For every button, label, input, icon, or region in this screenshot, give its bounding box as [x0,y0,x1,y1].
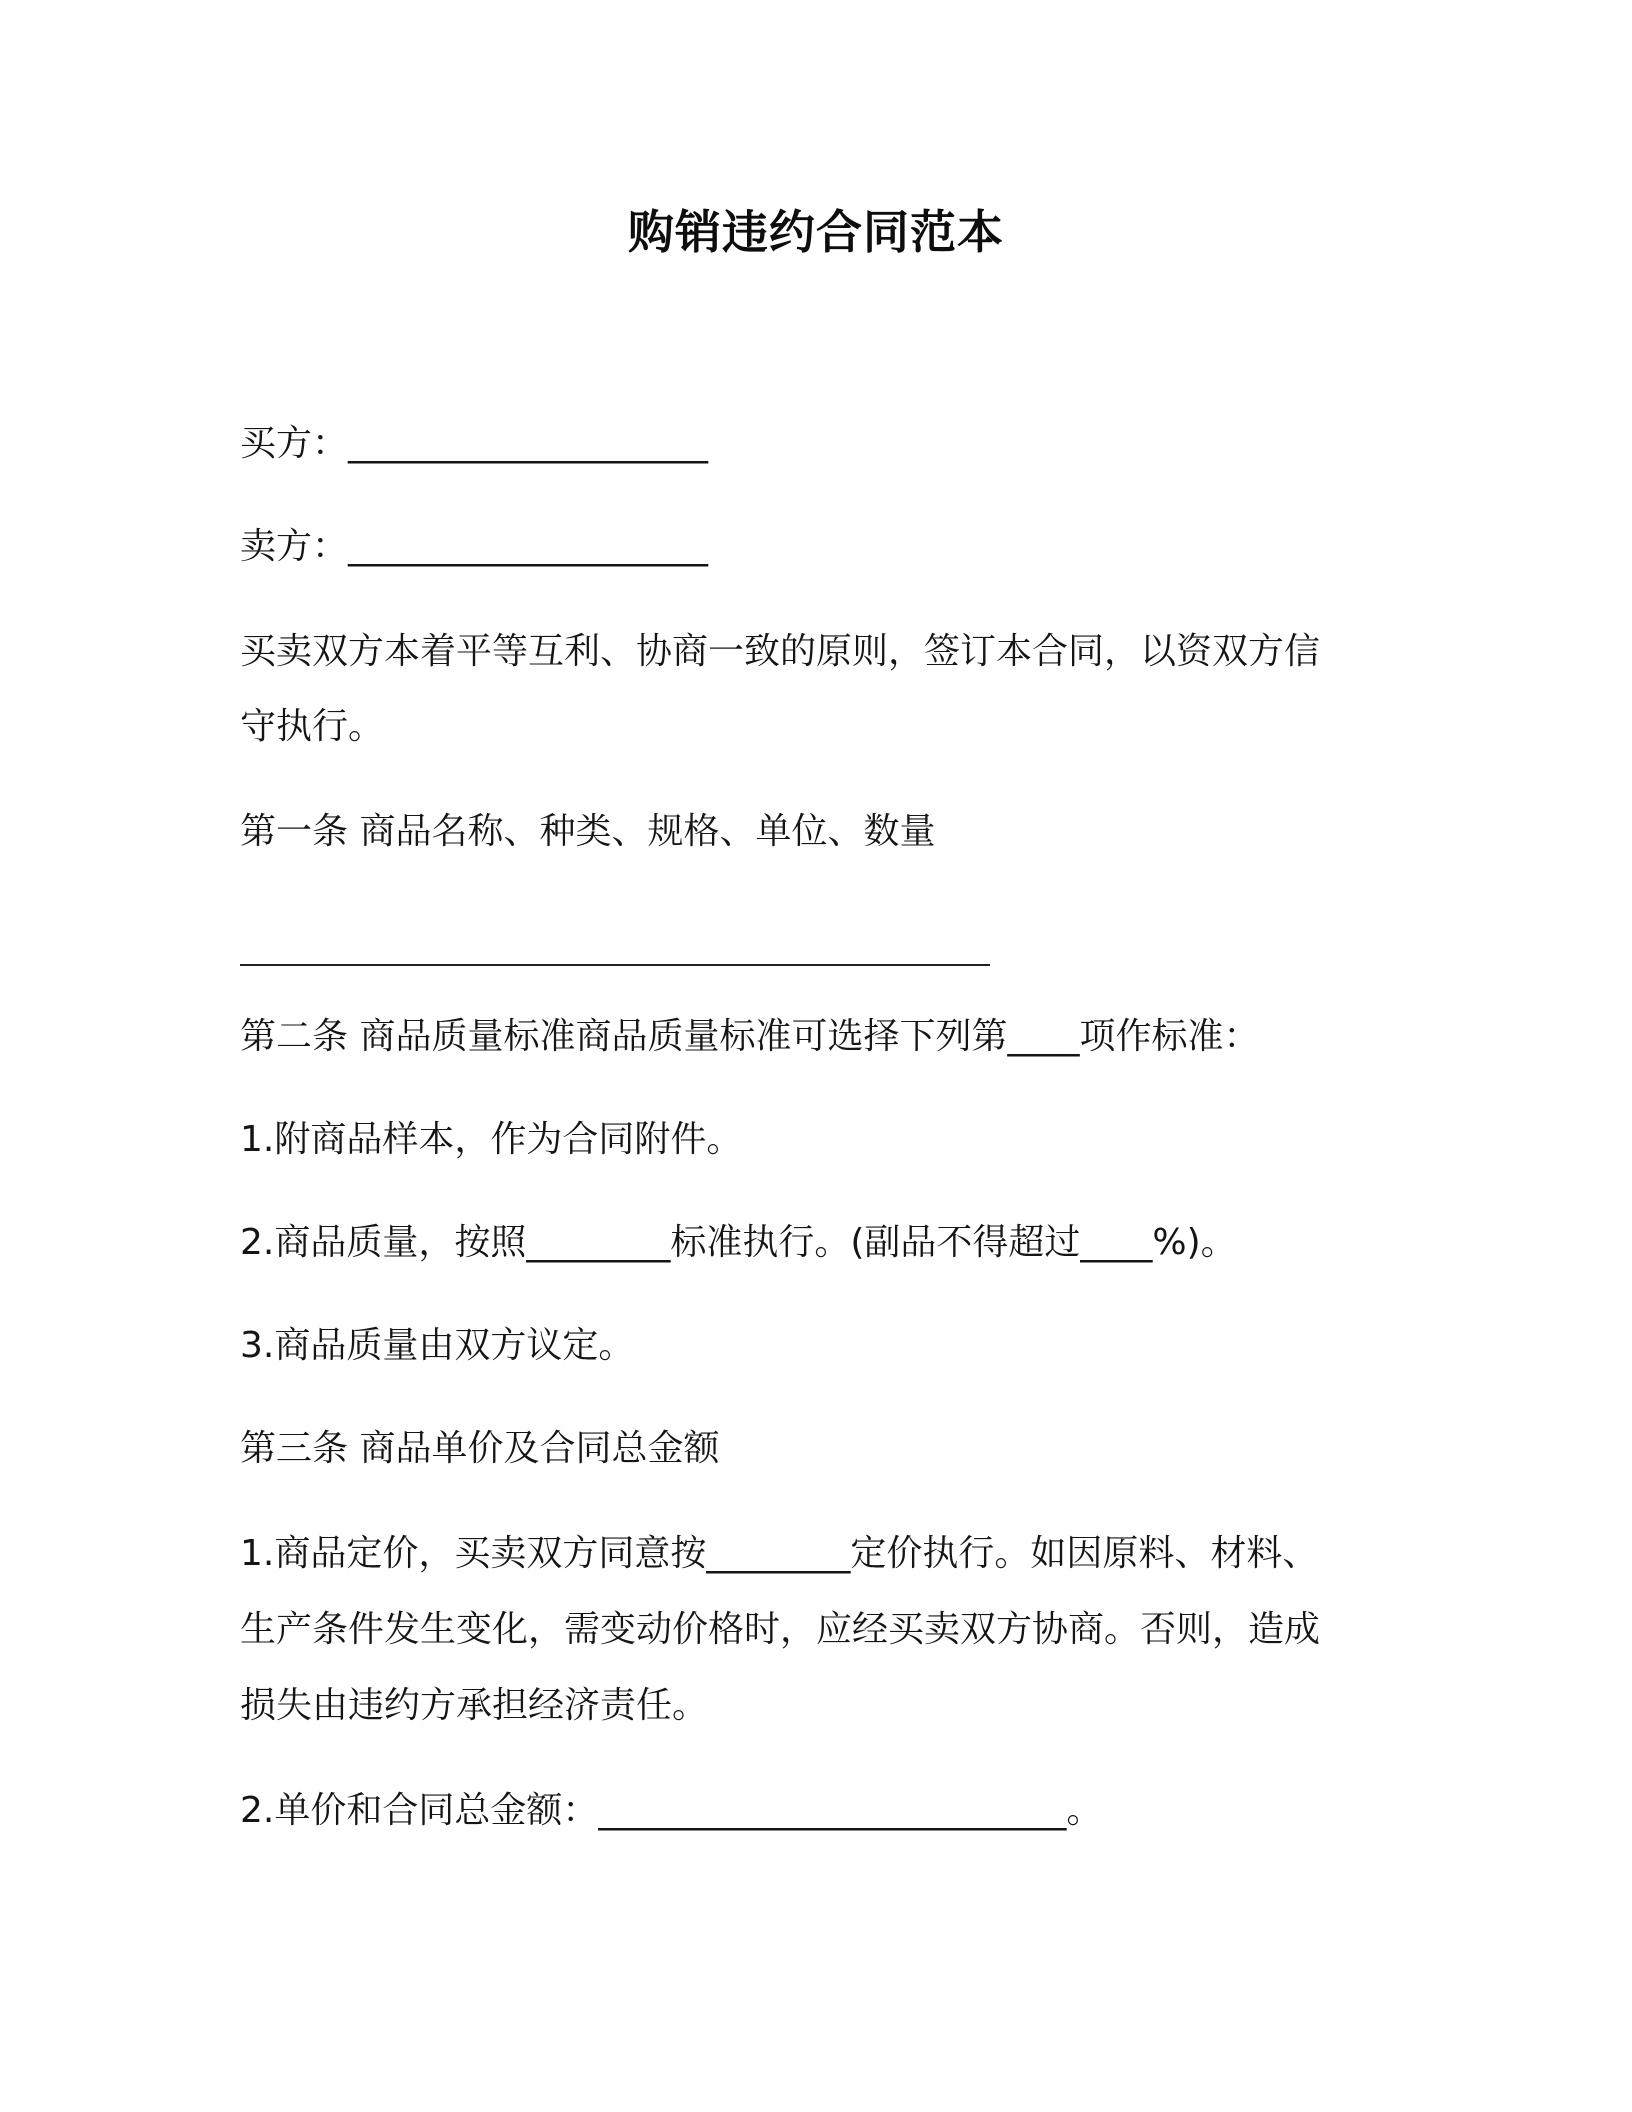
article3-item-1-line-3: 损失由违约方承担经济责任。 [240,1685,709,1726]
seller-line: 卖方：____________________ [240,526,709,567]
article2-item-3: 3.商品质量由双方议定。 [240,1325,635,1366]
article2-item-2: 2.商品质量，按照________标准执行。(副品不得超过____%)。 [240,1222,1237,1263]
article3-item-2: 2.单价和合同总金额：__________________________。 [240,1790,1103,1831]
buyer-line: 买方：____________________ [240,423,709,464]
article2-item-1: 1.附商品样本，作为合同附件。 [240,1119,743,1160]
intro-line-1: 买卖双方本着平等互利、协商一致的原则，签订本合同，以资双方信 [240,631,1321,672]
document-title: 购销违约合同范本 [628,205,1004,259]
article1-heading: 第一条 商品名称、种类、规格、单位、数量 [240,811,936,852]
article3-item-1-line-1: 1.商品定价，买卖双方同意按________定价执行。如因原料、材料、 [240,1533,1319,1574]
article2-heading: 第二条 商品质量标准商品质量标准可选择下列第____项作标准： [240,1016,1260,1057]
article1-blank-line [240,964,990,966]
article3-item-1-line-2: 生产条件发生变化，需变动价格时，应经买卖双方协商。否则，造成 [240,1609,1321,1650]
intro-line-2: 守执行。 [240,706,385,747]
article3-heading: 第三条 商品单价及合同总金额 [240,1428,720,1469]
